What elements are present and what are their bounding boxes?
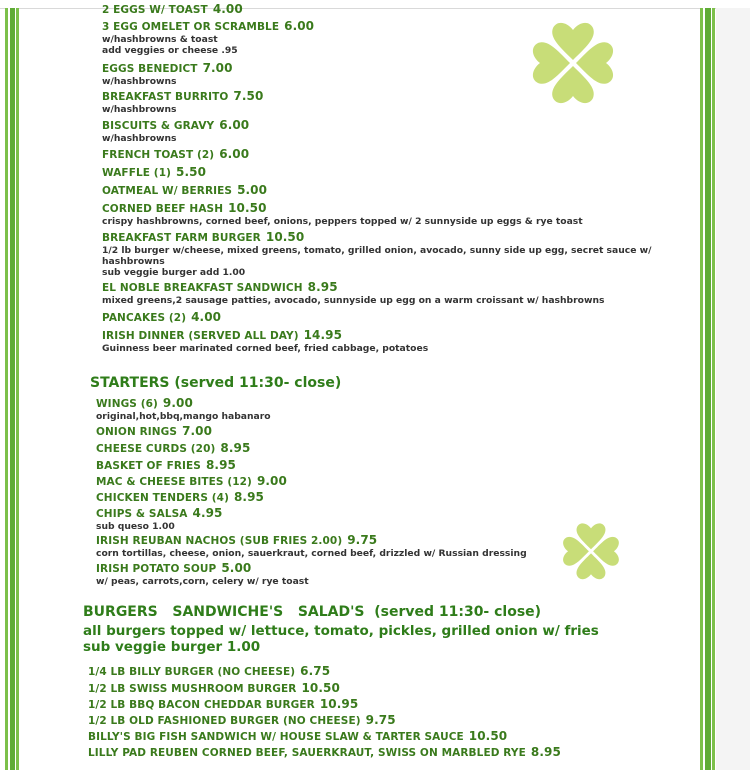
- starter-item: [96, 459, 236, 473]
- breakfast-item: [102, 20, 314, 56]
- item-price: 9.00: [256, 474, 287, 488]
- item-price: 9.00: [162, 396, 193, 410]
- starters-heading: STARTERS (served 11:30- close): [90, 375, 342, 391]
- item-name: BISCUITS & GRAVY: [102, 120, 215, 132]
- breakfast-item: [102, 166, 206, 180]
- breakfast-item: [102, 90, 263, 115]
- item-description: Guinness beer marinated corned beef, fried cabbage, potatoes: [102, 343, 429, 354]
- item-name: CHEESE CURDS (20): [96, 443, 216, 455]
- item-name: ONION RINGS: [96, 426, 178, 438]
- item-name: FRENCH TOAST (2): [102, 149, 215, 161]
- starter-item: [96, 534, 527, 559]
- item-price: 7.50: [233, 89, 264, 103]
- item-name: OATMEAL W/ BERRIES: [102, 185, 233, 197]
- item-name: 3 EGG OMELET OR SCRAMBLE: [102, 21, 280, 33]
- breakfast-item: [102, 281, 604, 306]
- burgers-subheading: sub veggie burger 1.00: [83, 639, 261, 655]
- item-name: EGGS BENEDICT: [102, 63, 198, 75]
- item-price: 9.75: [365, 713, 396, 727]
- item-price: 8.95: [307, 280, 338, 294]
- item-description: crispy hashbrowns, corned beef, onions, peppers topped w/ 2 sunnyside up eggs & rye toast: [102, 216, 583, 227]
- starter-item: [96, 425, 212, 439]
- item-name: EL NOBLE BREAKFAST SANDWICH: [102, 282, 303, 294]
- breakfast-item: [102, 329, 428, 354]
- item-price: 10.50: [301, 681, 340, 695]
- item-description: sub veggie burger add 1.00: [102, 267, 246, 278]
- item-name: IRISH DINNER (SERVED ALL DAY): [102, 330, 299, 342]
- burger-item: [88, 682, 340, 696]
- item-name: BASKET OF FRIES: [96, 460, 201, 472]
- item-name: BREAKFAST FARM BURGER: [102, 232, 261, 244]
- item-description: sub queso 1.00: [96, 521, 175, 532]
- shamrock-icon: [556, 520, 626, 584]
- item-name: CORNED BEEF HASH: [102, 203, 224, 215]
- item-price: 7.00: [182, 424, 213, 438]
- burger-item: [88, 665, 330, 679]
- item-price: 8.95: [220, 441, 251, 455]
- item-name: CHIPS & SALSA: [96, 508, 188, 520]
- breakfast-item: [102, 62, 233, 87]
- right-margin: [716, 8, 750, 770]
- item-price: 4.95: [192, 506, 223, 520]
- breakfast-item: [102, 184, 267, 198]
- item-price: 10.50: [228, 201, 267, 215]
- item-price: 5.50: [176, 165, 207, 179]
- burgers-subheading: all burgers topped w/ lettuce, tomato, pickles, grilled onion w/ fries: [83, 623, 599, 639]
- starter-item: [96, 442, 250, 456]
- item-price: 8.95: [233, 490, 264, 504]
- item-name: LILLY PAD REUBEN CORNED BEEF, SAUERKRAUT, SWISS ON MARBLED RYE: [88, 747, 526, 759]
- burger-item: [88, 714, 396, 728]
- burger-item: [88, 746, 561, 760]
- breakfast-item: [102, 3, 243, 17]
- item-price: 10.95: [319, 697, 359, 711]
- breakfast-item: [102, 119, 249, 144]
- burger-item: [88, 698, 358, 712]
- item-price: 8.95: [530, 745, 561, 759]
- item-description: w/hashbrowns & toast: [102, 34, 218, 45]
- item-price: 14.95: [303, 328, 343, 342]
- item-name: PANCAKES (2): [102, 312, 187, 324]
- item-name: BILLY'S BIG FISH SANDWICH W/ HOUSE SLAW & TARTER SAUCE: [88, 731, 464, 743]
- item-name: 1/4 LB BILLY BURGER (NO CHEESE): [88, 666, 296, 678]
- item-description: w/hashbrowns: [102, 76, 177, 87]
- item-description: mixed greens,2 sausage patties, avocado, sunnyside up egg on a warm croissant w/ hashbrowns: [102, 295, 605, 306]
- item-name: BREAKFAST BURRITO: [102, 91, 229, 103]
- item-name: IRISH REUBAN NACHOS (SUB FRIES 2.00): [96, 535, 343, 547]
- item-price: 8.95: [205, 458, 236, 472]
- item-price: 10.50: [468, 729, 508, 743]
- item-price: 9.75: [347, 533, 378, 547]
- breakfast-item: [102, 231, 651, 278]
- item-name: CHICKEN TENDERS (4): [96, 492, 229, 504]
- item-name: IRISH POTATO SOUP: [96, 563, 217, 575]
- starter-item: [96, 507, 223, 532]
- item-description: w/hashbrowns: [102, 104, 177, 115]
- item-description: add veggies or cheese .95: [102, 45, 238, 56]
- starter-item: [96, 475, 287, 489]
- item-description: w/ peas, carrots,corn, celery w/ rye toast: [96, 576, 309, 587]
- item-name: WINGS (6): [96, 398, 158, 410]
- item-price: 6.00: [284, 19, 315, 33]
- item-name: 1/2 LB BBQ BACON CHEDDAR BURGER: [88, 699, 315, 711]
- left-green-border: [5, 8, 19, 770]
- item-description: hashbrowns: [102, 256, 165, 267]
- breakfast-item: [102, 311, 221, 325]
- breakfast-item: [102, 202, 583, 227]
- item-price: 6.75: [300, 664, 331, 678]
- right-green-border: [700, 8, 715, 770]
- shamrock-icon: [523, 18, 623, 110]
- burger-item: [88, 730, 507, 744]
- item-description: original,hot,bbq,mango habanaro: [96, 411, 271, 422]
- item-name: WAFFLE (1): [102, 167, 172, 179]
- item-price: 4.00: [212, 2, 243, 16]
- breakfast-item: [102, 148, 249, 162]
- item-name: MAC & CHEESE BITES (12): [96, 476, 252, 488]
- item-price: 6.00: [219, 118, 250, 132]
- item-name: 2 EGGS W/ TOAST: [102, 4, 208, 16]
- item-name: 1/2 LB OLD FASHIONED BURGER (NO CHEESE): [88, 715, 361, 727]
- item-price: 6.00: [219, 147, 250, 161]
- item-description: w/hashbrowns: [102, 133, 177, 144]
- item-price: 10.50: [265, 230, 305, 244]
- starter-item: [96, 491, 264, 505]
- item-description: 1/2 lb burger w/cheese, mixed greens, tomato, grilled onion, avocado, sunny side up egg, secret sauce w/: [102, 245, 652, 256]
- item-price: 4.00: [191, 310, 222, 324]
- item-name: 1/2 LB SWISS MUSHROOM BURGER: [88, 683, 297, 695]
- item-price: 5.00: [221, 561, 252, 575]
- item-price: 7.00: [202, 61, 233, 75]
- starter-item: [96, 562, 309, 587]
- item-price: 5.00: [237, 183, 268, 197]
- item-description: corn tortillas, cheese, onion, sauerkraut, corned beef, drizzled w/ Russian dressing: [96, 548, 527, 559]
- starter-item: [96, 397, 271, 422]
- burgers-heading: BURGERS SANDWICHE'S SALAD'S (served 11:30- close): [83, 604, 542, 620]
